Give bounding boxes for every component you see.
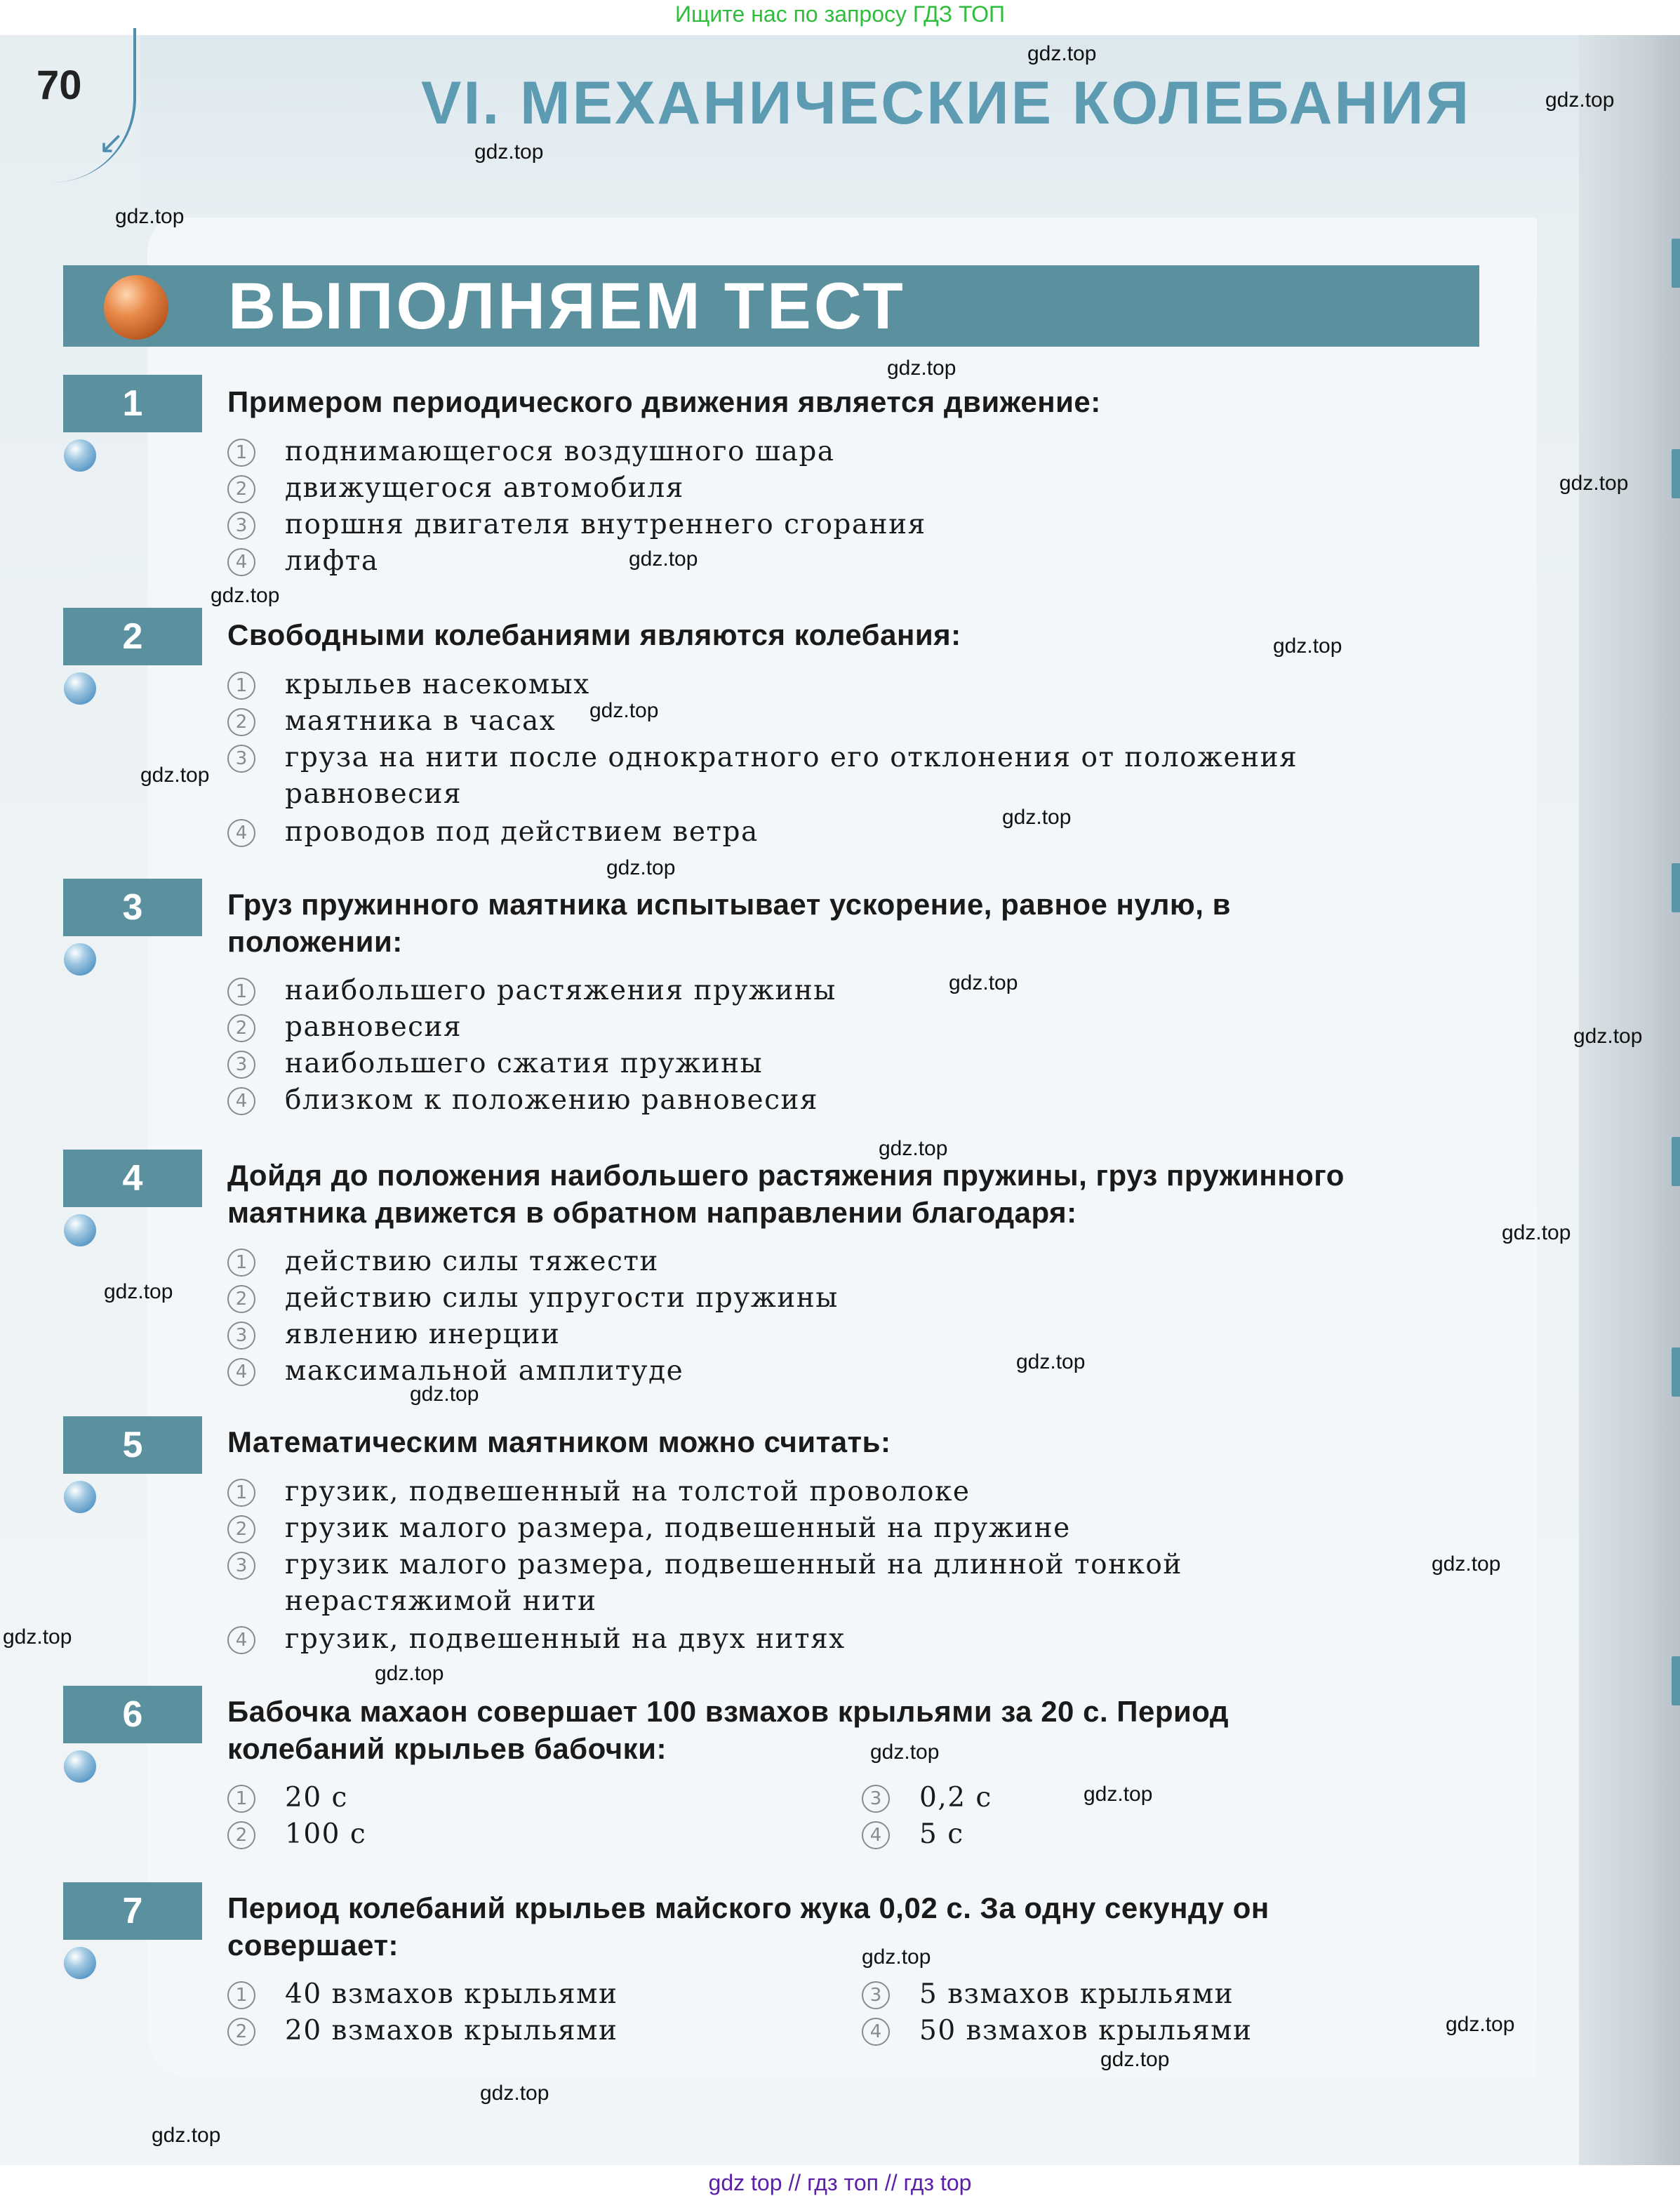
answer-option[interactable] (227, 1082, 818, 1119)
answer-option[interactable] (227, 2013, 618, 2049)
watermark: gdz.top (1559, 472, 1629, 495)
option-number: 4 (862, 2018, 890, 2046)
watermark: gdz.top (949, 971, 1018, 994)
watermark: gdz.top (1446, 2013, 1515, 2036)
bottom-banner-links[interactable]: gdz top // гдз топ // гдз top (708, 2170, 972, 2195)
edge-tab (1672, 1137, 1680, 1186)
option-number: 3 (227, 745, 255, 773)
edge-tab (1672, 449, 1680, 498)
option-text: грузик, подвешенный на толстой проволоке (285, 1476, 971, 1508)
watermark: gdz.top (1273, 634, 1342, 658)
option-text: равновесия (285, 1011, 462, 1043)
option-number: 3 (227, 1051, 255, 1079)
option-number: 4 (227, 548, 255, 576)
watermark: gdz.top (480, 2082, 549, 2105)
option-text: действию силы упругости пружины (285, 1282, 839, 1314)
option-number: 2 (227, 708, 255, 736)
option-number: 2 (227, 1014, 255, 1042)
answer-option[interactable] (227, 1046, 763, 1082)
question-number: 1 (63, 375, 202, 432)
answer-option[interactable] (227, 1474, 970, 1510)
option-number: 4 (227, 1626, 255, 1654)
question-number: 7 (63, 1882, 202, 1940)
watermark: gdz.top (115, 205, 185, 228)
option-number: 2 (227, 1285, 255, 1313)
option-text: крыльев насекомых (285, 669, 590, 700)
watermark: gdz.top (887, 357, 956, 380)
question-text: Груз пружинного маятника испытывает ускорение, равное нулю, в положении: (227, 888, 1231, 958)
option-text: максимальной амплитуде (285, 1355, 684, 1387)
option-number: 1 (227, 1249, 255, 1277)
answer-option[interactable] (227, 1244, 659, 1280)
watermark: gdz.top (1545, 88, 1615, 112)
question-text: Свободными колебаниями являются колебания: (227, 618, 961, 651)
option-number: 4 (227, 1358, 255, 1386)
option-text: грузик, подвешенный на двух нитях (285, 1623, 846, 1655)
watermark: gdz.top (1573, 1025, 1643, 1048)
question-text: Примером периодического движения является движение: (227, 385, 1101, 418)
answer-option[interactable] (227, 1780, 348, 1816)
option-text: груза на нити после однократного его отклонения от положения равновесия (285, 742, 1298, 810)
option-number: 2 (227, 2018, 255, 2046)
option-number: 3 (862, 1981, 890, 2009)
option-text: движущегося автомобиля (285, 472, 684, 504)
page-number: 70 (36, 62, 82, 108)
watermark: gdz.top (1027, 42, 1097, 65)
watermark: gdz.top (870, 1741, 940, 1764)
question-number: 5 (63, 1416, 202, 1474)
watermark: gdz.top (629, 547, 698, 571)
answer-option[interactable] (862, 1976, 1234, 2013)
arrow-icon: ↙ (98, 126, 124, 160)
option-text: 5 взмахов крыльями (919, 1978, 1234, 2010)
answer-option[interactable] (227, 543, 379, 580)
answer-option[interactable] (862, 1780, 992, 1816)
bullet-ball-icon (64, 1481, 96, 1513)
option-number: 2 (227, 475, 255, 503)
option-number: 2 (227, 1821, 255, 1849)
watermark: gdz.top (1002, 806, 1072, 829)
answer-option[interactable] (227, 507, 926, 543)
question-text: Математическим маятником можно считать: (227, 1425, 891, 1458)
option-number: 3 (227, 1322, 255, 1350)
watermark: gdz.top (879, 1137, 948, 1160)
top-banner-text[interactable]: Ищите нас по запросу ГДЗ ТОП (675, 1, 1005, 27)
option-text: лифта (285, 545, 379, 577)
option-text: грузик малого размера, подвешенный на длинной тонкой нерастяжимой нити (285, 1549, 1182, 1617)
answer-option[interactable] (862, 1816, 964, 1853)
question-number: 2 (63, 608, 202, 665)
option-text: действию силы тяжести (285, 1246, 659, 1277)
option-text: 20 взмахов крыльями (285, 2015, 618, 2046)
edge-tab (1672, 1656, 1680, 1705)
option-text: 0,2 с (919, 1782, 992, 1813)
ball-icon (104, 275, 168, 340)
answer-option[interactable] (227, 973, 836, 1009)
chapter-title: VI. МЕХАНИЧЕСКИЕ КОЛЕБАНИЯ (421, 69, 1472, 137)
option-text: 50 взмахов крыльями (919, 2015, 1253, 2046)
section-title: ВЫПОЛНЯЕМ ТЕСТ (228, 269, 906, 342)
answer-option[interactable] (227, 703, 556, 740)
watermark: gdz.top (410, 1383, 479, 1406)
bullet-ball-icon (64, 1214, 96, 1246)
question-text: Период колебаний крыльев майского жука 0,02 с. За одну секунду он совершает: (227, 1891, 1269, 1962)
option-number: 1 (227, 1785, 255, 1813)
option-text: наибольшего сжатия пружины (285, 1048, 764, 1079)
option-number: 1 (227, 439, 255, 467)
bullet-ball-icon (64, 439, 96, 472)
option-number: 3 (227, 1552, 255, 1580)
option-text: поршня двигателя внутреннего сгорания (285, 509, 926, 540)
answer-option[interactable] (227, 814, 759, 851)
edge-tab (1672, 1347, 1680, 1397)
watermark: gdz.top (104, 1280, 173, 1303)
watermark: gdz.top (606, 856, 676, 879)
option-number: 4 (227, 1087, 255, 1115)
watermark: gdz.top (152, 2124, 221, 2147)
question-number: 6 (63, 1686, 202, 1743)
option-text: 40 взмахов крыльями (285, 1978, 618, 2010)
watermark: gdz.top (1502, 1221, 1571, 1244)
option-number: 1 (227, 978, 255, 1006)
answer-option[interactable] (227, 1621, 846, 1658)
option-number: 3 (227, 512, 255, 540)
answer-option[interactable] (227, 1976, 618, 2013)
option-text: грузик малого размера, подвешенный на пружине (285, 1512, 1071, 1544)
option-number: 4 (227, 819, 255, 847)
option-text: маятника в часах (285, 705, 556, 737)
option-number: 3 (862, 1785, 890, 1813)
bullet-ball-icon (64, 672, 96, 705)
answer-option[interactable] (227, 470, 684, 507)
question-number: 3 (63, 879, 202, 936)
option-number: 1 (227, 1479, 255, 1507)
option-number: 1 (227, 1981, 255, 2009)
question-text: Бабочка махаон совершает 100 взмахов крыльями за 20 с. Период колебаний крыльев бабочки: (227, 1695, 1229, 1765)
answer-option[interactable] (227, 1009, 462, 1046)
option-number: 1 (227, 672, 255, 700)
watermark: gdz.top (3, 1625, 72, 1649)
question-text: Дойдя до положения наибольшего растяжения пружины, груз пружинного маятника движется в обратном направлении благодаря: (227, 1159, 1345, 1229)
answer-option[interactable] (227, 1510, 1071, 1547)
bullet-ball-icon (64, 943, 96, 976)
answer-option[interactable] (227, 1317, 560, 1353)
watermark: gdz.top (140, 764, 210, 787)
watermark: gdz.top (211, 584, 280, 607)
option-number: 4 (862, 1821, 890, 1849)
option-text: 20 с (285, 1782, 348, 1813)
option-number: 2 (227, 1515, 255, 1543)
bullet-ball-icon (64, 1947, 96, 1979)
watermark: gdz.top (1432, 1552, 1501, 1576)
watermark: gdz.top (474, 140, 544, 164)
answer-option[interactable] (227, 1280, 839, 1317)
watermark: gdz.top (589, 699, 659, 722)
answer-option[interactable] (227, 740, 1322, 813)
answer-option[interactable] (227, 1547, 1266, 1620)
watermark: gdz.top (1084, 1783, 1153, 1806)
watermark: gdz.top (1016, 1350, 1086, 1373)
answer-option[interactable] (227, 667, 590, 703)
answer-option[interactable] (227, 1816, 366, 1853)
page-edge (1579, 35, 1680, 2203)
option-text: поднимающегося воздушного шара (285, 436, 835, 467)
option-text: наибольшего растяжения пружины (285, 975, 836, 1006)
option-text: 5 с (919, 1818, 964, 1850)
answer-option[interactable] (227, 434, 835, 470)
watermark: gdz.top (862, 1945, 931, 1969)
watermark: gdz.top (375, 1662, 444, 1685)
option-text: проводов под действием ветра (285, 816, 759, 848)
watermark: gdz.top (1100, 2048, 1170, 2071)
option-text: явлению инерции (285, 1319, 561, 1350)
bullet-ball-icon (64, 1750, 96, 1783)
edge-tab (1672, 863, 1680, 912)
option-text: близком к положению равновесия (285, 1084, 819, 1116)
answer-option[interactable] (862, 2013, 1253, 2049)
question-number: 4 (63, 1150, 202, 1207)
option-text: 100 с (285, 1818, 367, 1850)
edge-tab (1672, 239, 1680, 288)
